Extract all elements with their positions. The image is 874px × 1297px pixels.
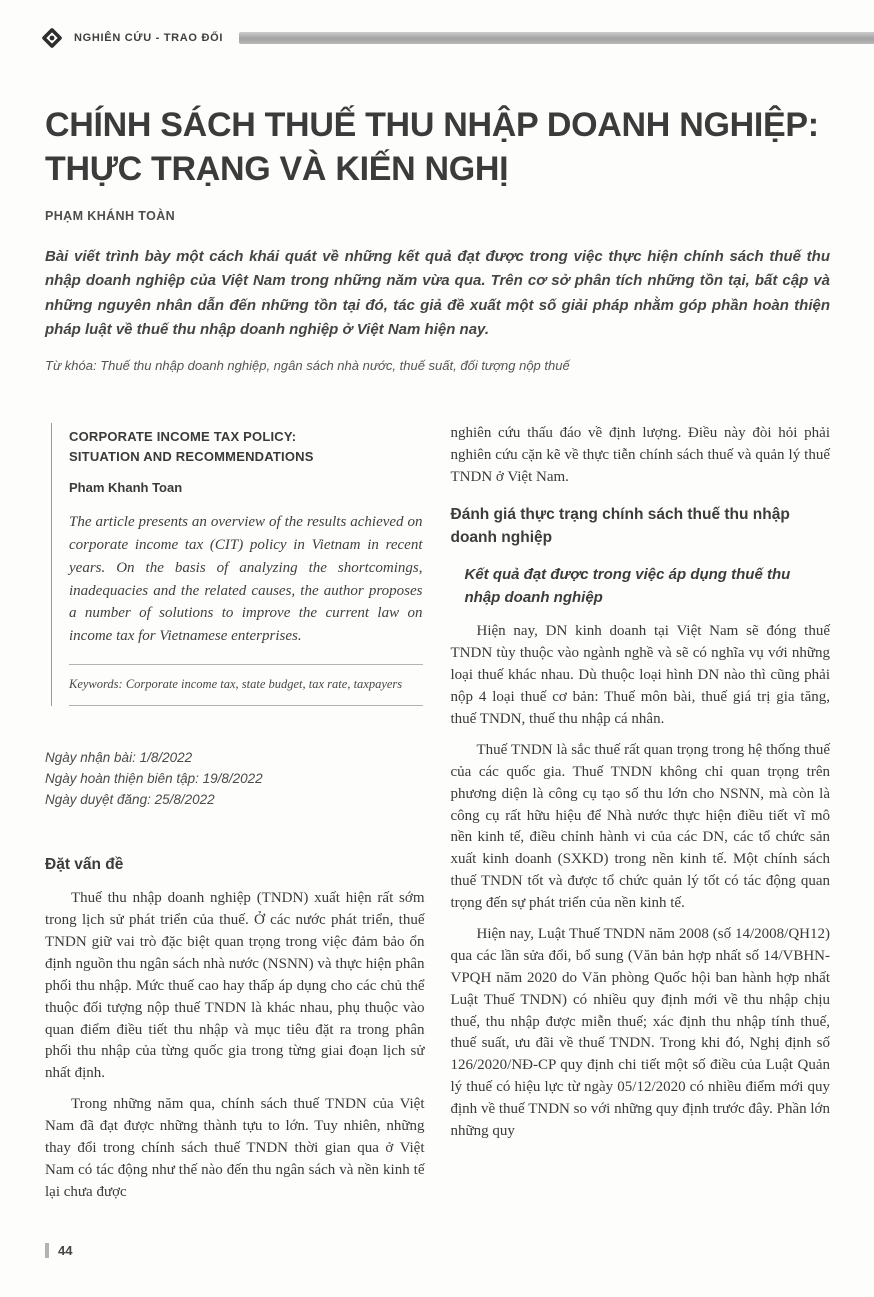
paragraph: Hiện nay, DN kinh doanh tại Việt Nam sẽ đóng thuế TNDN tùy thuộc vào ngành nghề và sẽ có nghĩa vụ với những loại thuế khác nhau. Dù thuộc loại hình DN nào thì cũng phải nộp 4 loại thuế cơ bản: Thuế môn bài, thuế giá trị gia tăng, thuế TNDN, thuế thu nhập cá nhân.	[450, 623, 830, 727]
article-dates	[45, 748, 425, 811]
page-number: 44	[45, 1243, 72, 1258]
english-keywords: Keywords: Corporate income tax, state budget, tax rate, taxpayers	[69, 664, 423, 706]
english-abstract-text: The article presents an overview of the results achieved on corporate income tax (CIT) policy in Vietnam in recent years. On the basis of analyzing the shortcomings, inadequacies and the related causes, the author proposes a number of solutions to improve the current law on income tax for Vietnamese enterprises.	[69, 514, 423, 645]
english-abstract-title-line2: SITUATION AND RECOMMENDATIONS	[69, 448, 314, 464]
page-header	[40, 26, 874, 50]
paragraph: Thuế TNDN là sắc thuế rất quan trọng trong hệ thống thuế của các quốc gia. Thuế TNDN không chỉ quan trọng trên phương diện là công cụ tạo số thu lớn cho NSNN, mà còn là công cụ rất hữu hiệu để Nhà nước thực hiện điều tiết vĩ mô nền kinh tế, điều chỉnh hành vi của các DN, các tổ chức sản xuất kinh doanh (SXKD) trong nền kinh tế. Một chính sách thuế TNDN tốt và được tổ chức quản lý tốt có tác động quan trọng đến sự phát triển của nền kinh tế.	[450, 741, 830, 912]
article-title-line1: CHÍNH SÁCH THUẾ THU NHẬP DOANH NGHIỆP:	[45, 106, 819, 144]
english-abstract-title	[69, 427, 423, 466]
date-revised: Ngày hoàn thiện biên tập: 19/8/2022	[45, 771, 263, 787]
keywords-vietnamese: Từ khóa: Thuế thu nhập doanh nghiệp, ngân sách nhà nước, thuế suất, đối tượng nộp thuế	[45, 358, 570, 374]
article-title	[45, 104, 830, 191]
paragraph: Trong những năm qua, chính sách thuế TNDN của Việt Nam đã đạt được những thành tựu to lớn. Tuy nhiên, những thay đổi trong chính sách thuế TNDN thời gian qua ở Việt Nam có tác động như thế nào đến thu ngân sách và nền kinh tế lại chưa được	[45, 1096, 425, 1200]
paragraph: Thuế thu nhập doanh nghiệp (TNDN) xuất hiện rất sớm trong lịch sử phát triển của thuế. Ở các nước phát triển, thuế TNDN giữ vai trò đặc biệt quan trọng trong việc đảm bảo ổn định nguồn thu ngân sách nhà nước (NSNN) và thực hiện phân phối thu nhập. Mức thuế cao hay thấp áp dụng cho các chủ thể thuộc đối tượng nộp thuế TNDN là khác nhau, phụ thuộc vào quan điểm điều tiết thu nhập và mục tiêu đặt ra trong phân phối thu nhập của từng quốc gia trong từng giai đoạn lịch sử nhất định.	[45, 890, 425, 1082]
english-abstract-box	[51, 423, 425, 706]
english-abstract-title-line1: CORPORATE INCOME TAX POLICY:	[69, 429, 297, 445]
left-column	[45, 423, 425, 1203]
date-received: Ngày nhận bài: 1/8/2022	[45, 750, 193, 766]
section-heading-danh-gia: Đánh giá thực trạng chính sách thuế thu nhập doanh nghiệp	[450, 505, 790, 547]
header-rule-bar	[239, 32, 874, 44]
paragraph: Hiện nay, Luật Thuế TNDN năm 2008 (số 14/2008/QH12) qua các lần sửa đổi, bổ sung (Văn bản hợp nhất số 14/VBHN-VPQH năm 2020 do Văn phòng Quốc hội ban hành hợp nhất Luật Thuế TNDN) có nhiều quy định mới về thu nhập chịu thuế, thu nhập được miễn thuế; xác định thu nhập tính thuế, thuế suất, ưu đãi về thuế TNDN. Trong khi đó, Nghị định số 126/2020/NĐ-CP quy định chi tiết một số điều của Luật Quản lý thuế có hiệu lực từ ngày 05/12/2020 có nhiều điểm mới quy định về thuế TNDN so với những quy định trước đây. Phần lớn những quy	[450, 925, 830, 1139]
two-column-body	[45, 423, 830, 1203]
journal-logo-icon	[40, 26, 64, 50]
paragraph-continuation: nghiên cứu thấu đáo về định lượng. Điều này đòi hỏi phải nghiên cứu cặn kẽ về thực tiễn chính sách thuế và quản lý thuế TNDN ở Việt Nam.	[450, 425, 830, 485]
article-author: PHẠM KHÁNH TOÀN	[45, 209, 176, 224]
article-title-line2: THỰC TRẠNG VÀ KIẾN NGHỊ	[45, 149, 509, 188]
date-accepted: Ngày duyệt đăng: 25/8/2022	[45, 792, 215, 808]
section-label: NGHIÊN CỨU - TRAO ĐỔI	[74, 32, 224, 44]
section-heading-dat-van-de: Đặt vấn đề	[45, 855, 124, 873]
page-footer	[45, 1241, 72, 1261]
right-column	[451, 423, 831, 1203]
abstract-vietnamese: Bài viết trình bày một cách khái quát về những kết quả đạt được trong việc thực hiện chính sách thuế thu nhập doanh nghiệp của Việt Nam trong những năm vừa qua. Trên cơ sở phân tích những tồn tại, bất cập và những nguyên nhân dẫn đến những tồn tại đó, tác giả đề xuất một số giải pháp nhằm góp phần hoàn thiện pháp luật về thuế thu nhập doanh nghiệp ở Việt Nam hiện nay.	[45, 248, 830, 338]
subsection-heading-ket-qua: Kết quả đạt được trong việc áp dụng thuế thu nhập doanh nghiệp	[464, 566, 791, 606]
english-abstract-author: Pham Khanh Toan	[69, 480, 183, 496]
